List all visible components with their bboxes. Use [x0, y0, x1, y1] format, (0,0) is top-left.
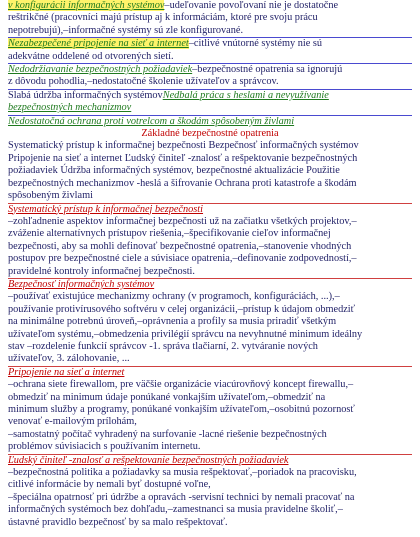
intro-maintenance-text: Slabá údržba informačných systémov: [8, 89, 163, 101]
section-body-line: venovať e-mailovým prílohám,: [8, 416, 137, 428]
section-body-line: používanie protivírusového softvéru v celej organizácii,–prístup k údajom obmedziť: [8, 303, 356, 315]
section-body-line: –používať existujúce mechanizmy ochrany (v programoch, konfiguráciách, ...),–: [8, 291, 340, 303]
intro-line-8: [8, 90, 412, 102]
intro-line-2: reštrikčné (pracovníci majú prístup aj k informáciám, ktoré pre svoju prácu: [8, 12, 318, 24]
intro-line-10: [8, 116, 412, 128]
section-body-line: postupov pre bezpečnostné ciele a súvisiace opatrenia,–definovanie zodpovedností,–: [8, 253, 357, 265]
intro-line-7: z dôvodu pohodlia,–nedostatočné školenie užívateľov a správcov.: [8, 76, 279, 88]
section-body-line: pravidelné kontroly informačnej bezpečnosti.: [8, 265, 195, 277]
section-heading-text: Ľudský činiteľ -znalosť a rešpektovanie bezpečnostných požiadaviek: [8, 454, 289, 466]
section-body-line: bezpečnosti, aby sa mohli definovať bezpečnostné opatrenia,–stanovenie vhodných: [8, 240, 352, 252]
section-body-line: užívateľom systému,–obmedzenia privilégií správcu na nevyhnutné minimum ideálny: [8, 328, 363, 340]
intro-line-9: [8, 102, 412, 114]
section-body-line: minimum služby a programy, ponúkané vonkajším užívateľom,–osobitnú pozornosť: [8, 404, 355, 415]
intro-line-6: [8, 64, 412, 76]
section-heading-text: Bezpečnosť informačných systémov: [8, 278, 155, 290]
intro-mechanisms-title: bezpečnostných mechanizmov: [8, 102, 132, 114]
section-body-line: obmedziť na minimum údaje ponúkané vonkajším užívateľom,–obmedziť na: [8, 391, 326, 403]
section-heading: [8, 455, 412, 467]
section-body-line: –samostatný počítač vyhradený na surfovanie -lacné riešenie bezpečnostných: [8, 428, 327, 440]
intro-network-title: Nezabezpečené pripojenie na sieť a internet: [8, 38, 189, 50]
intro-config-title: v konfigurácii informačných systémov: [8, 0, 165, 11]
document-page: [8, 0, 412, 537]
section-body-line: –bezpečnostná politika a požiadavky sa musia rešpektovať,–poriadok na pracovisku,: [8, 467, 357, 479]
section-heading-text: Pripojenie na sieť a internet: [8, 366, 125, 378]
intro-line-5: adekvátne oddelené od otvorených sietí.: [8, 50, 174, 62]
section-body-line: ústavné pravidlo bezpečnosť by sa malo rešpektovať.: [8, 516, 228, 528]
section-heading-text: Systematický prístup k informačnej bezpečnosti: [8, 203, 204, 215]
section-body-line: –ochrana siete firewallom, pre väčšie organizácie viacúrovňový koncept firewallu,–: [8, 379, 354, 391]
intro-requirements-title: Nedodržiavanie bezpečnostných požiadaviek: [8, 64, 193, 76]
summary-line: spôsobeným živlami: [8, 190, 93, 202]
intro-config-text: –udeľovanie povoľovaní nie je dostatočne: [164, 0, 339, 11]
intro-protection-title: Nedostatočná ochrana proti votrelcom a škodám spôsobeným živlami: [8, 115, 295, 127]
section-heading: [8, 204, 412, 216]
summary-line: bezpečnostných mechanizmov -heslá a šifrovanie Ochrana proti katastrofe a škodám: [8, 177, 357, 189]
section-body-line: užívateľov, 3. zálohovanie, ...: [8, 353, 130, 365]
summary-line: Systematický prístup k informačnej bezpečnosti Bezpečnosť informačných systémov: [8, 140, 359, 152]
section-body-line: –špeciálna opatrnosť pri údržbe a opravách -servisní technici by nemali pracovať na: [8, 491, 355, 503]
intro-line-3: nepotrebujú),–informačné systémy sú zle konfigurované.: [8, 24, 244, 36]
section-body-line: –zohľadnenie aspektov informačnej bezpečnosti už na začiatku všetkých projektov,–: [8, 215, 357, 227]
section-body-line: informačných systémoch bez dohľadu,–zamestnanci sa musia pravidelne školiť,–: [8, 504, 343, 516]
section-heading: [8, 279, 412, 291]
intro-network-text: –citlivé vnútorné systémy nie sú: [188, 38, 323, 50]
section-title: Základné bezpečnostné opatrenia: [141, 128, 279, 140]
summary-line: Pripojenie na sieť a internet Ľudský činiteľ -znalosť a rešpektovanie bezpečnostných: [8, 152, 358, 164]
section-body-line: na minimálne potrebnú úroveň,–oprávnenia a profily sa musia priradiť všetkým: [8, 316, 337, 328]
section-body-line: citlivé informácie by nemali byť dostupné voľne,: [8, 479, 211, 491]
intro-line-4: [8, 38, 412, 50]
intro-passwords-title: Nedbalá práca s heslami a nevyužívanie: [162, 89, 329, 101]
intro-requirements-text: –bezpečnostné opatrenia sa ignorujú: [192, 64, 343, 76]
summary-line: požiadaviek Údržba informačných systémov, bezpečnostné aktualizácie Použitie: [8, 165, 340, 177]
section-body-line: stav –rozdelenie funkcií správcov -1. správa tlačiarní, 2. vytváranie nových: [8, 340, 318, 352]
section-heading: [8, 367, 412, 379]
section-body-line: zváženie alternatívnych prístupov riešenia,–špecifikovanie cieľov informačnej: [8, 228, 331, 240]
section-body-line: problémov súvisiacich s používaním internetu.: [8, 441, 201, 453]
intro-line-1: [8, 0, 412, 12]
